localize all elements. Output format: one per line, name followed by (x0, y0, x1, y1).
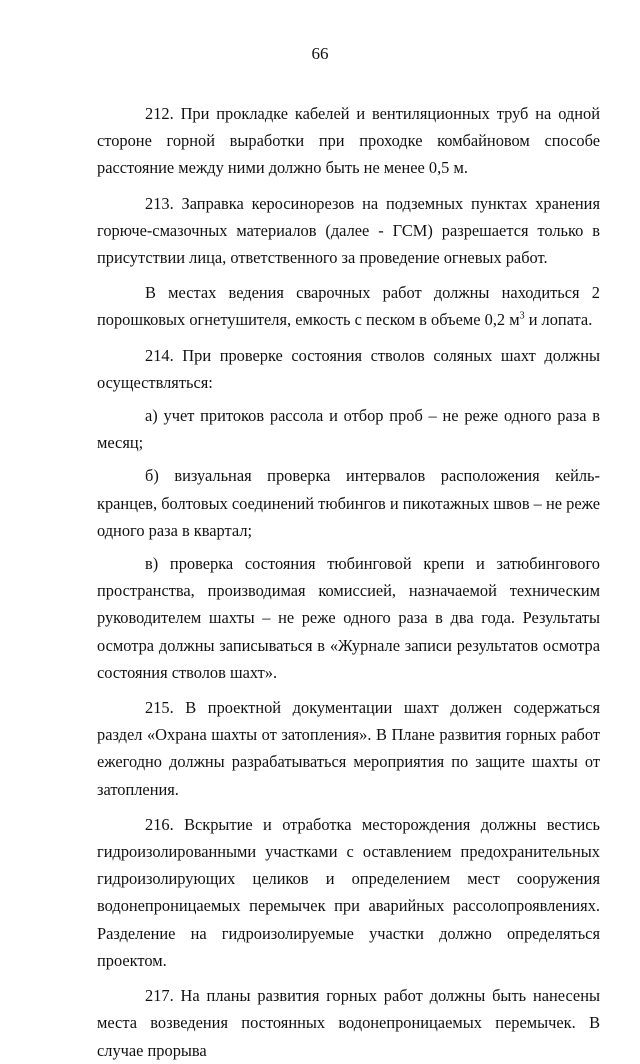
document-body (97, 100, 600, 1064)
paragraph-214-c: в) проверка состояния тюбинговой крепи и затюбингового пространства, производимая комиссией, назначаемой техническим руководителем шахты – не реже одного раза в два года. Результаты осмотра должны записываться в «Журнале записи результатов осмотра состояния стволов шахт». (97, 554, 600, 682)
paragraph-213-welding (97, 279, 600, 333)
paragraph-213-welding-tail: и лопата. (524, 310, 593, 330)
page-number: 66 (311, 44, 329, 63)
paragraph-214-b: б) визуальная проверка интервалов расположения кейль-кранцев, болтовых соединений тюбингов и пикотажных швов – не реже одного раза в квартал; (97, 466, 600, 540)
paragraph-213: 213. Заправка керосинорезов на подземных пунктах хранения горюче-смазочных материалов (далее - ГСМ) разрешается только в присутствии лица, ответственного за проведение огневых работ. (97, 193, 600, 268)
paragraph-216: 216. Вскрытие и отработка месторождения должны вестись гидроизолированными участками с оставлением предохранительных гидроизолирующих целиков и определением мест сооружения водонепроницаемых перемычек при аварийных рассолопроявлениях. Разделение на гидроизолируемые участки должно определяться проектом. (97, 814, 600, 970)
paragraph-214-a: а) учет притоков рассола и отбор проб – не реже одного раза в месяц; (97, 406, 600, 453)
paragraph-215: 215. В проектной документации шахт должен содержаться раздел «Охрана шахты от затопления». В Плане развития горных работ ежегодно должны разрабатываться мероприятия по защите шахты от затопления. (97, 698, 600, 799)
paragraph-212: 212. При прокладке кабелей и вентиляционных труб на одной стороне горной выработки при проходке комбайновом способе расстояние между ними должно быть не менее 0,5 м. (97, 104, 600, 178)
paragraph-217: 217. На планы развития горных работ должны быть нанесены места возведения постоянных водонепроницаемых перемычек. В случае прорыва (97, 986, 600, 1060)
paragraph-213-welding-text: В местах ведения сварочных работ должны находиться 2 порошковых огнетушителя, емкость с песком в объеме 0,2 м (97, 283, 600, 330)
paragraph-214: 214. При проверке состояния стволов соляных шахт должны осуществляться: (97, 345, 600, 392)
cubic-superscript: 3 (519, 310, 525, 322)
